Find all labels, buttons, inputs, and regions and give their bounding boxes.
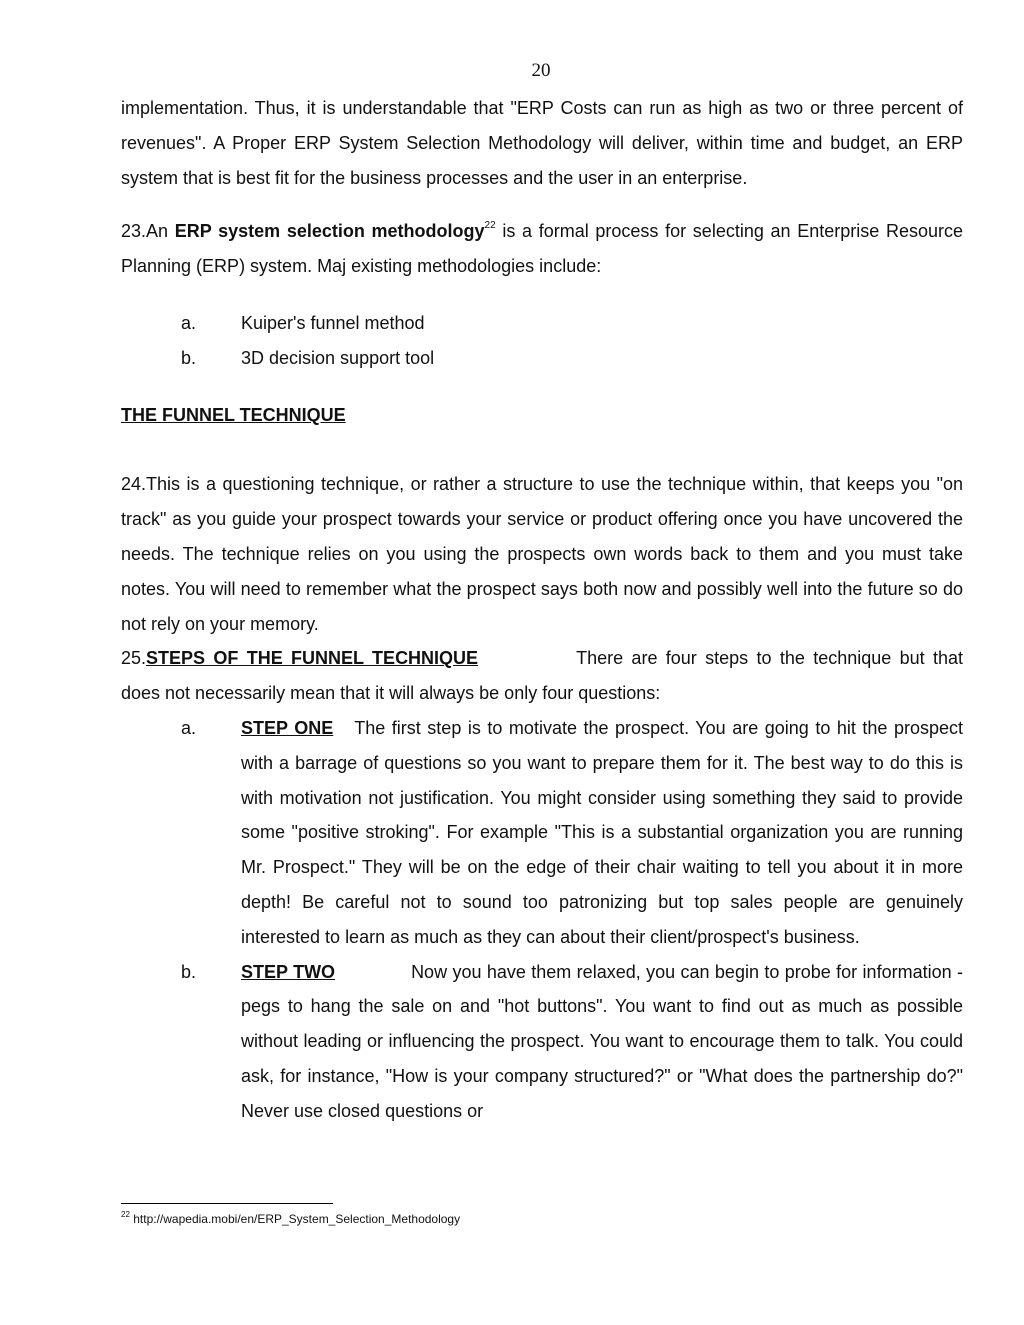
paragraph-23-prefix: 23.An xyxy=(121,221,175,242)
step-text: The first step is to motivate the prospect. You are going to hit the prospect with a barrage of questions so you want to prepare them for it. The best way to do this is with motivation not justification. You might consider using something they said to provide some "positive stroking". For example "This is a substantial organization you are running Mr. Prospect." They will be on the edge of their chair waiting to tell you about it in more depth! Be careful not to sound too patronizing but top sales people are genuinely interested to learn as much as they can about their client/prospect's business. xyxy=(241,717,963,947)
step-item xyxy=(121,955,963,1129)
list-letter: a. xyxy=(181,312,197,333)
paragraph-25 xyxy=(121,641,963,711)
footnote-url[interactable]: http://wapedia.mobi/en/ERP_System_Selection_Methodology xyxy=(133,1212,461,1226)
footnote-number: 22 xyxy=(121,1210,130,1219)
list-letter: b. xyxy=(181,347,197,368)
list-item xyxy=(121,341,963,376)
footnote-reference[interactable]: 22 xyxy=(484,220,496,232)
footnote-divider xyxy=(121,1203,333,1204)
steps-heading: STEPS OF THE FUNNEL TECHNIQUE xyxy=(146,648,479,669)
paragraph-23-text: is a formal process for selecting an Enterprise Resource Planning (ERP) system. Maj existing methodologies include: xyxy=(121,221,963,277)
step-title: STEP TWO xyxy=(241,961,336,982)
list-item xyxy=(121,306,963,341)
paragraph-25-text: There are four steps to the technique but that does not necessarily mean that it will always be only four questions: xyxy=(121,648,963,704)
list-item-text: 3D decision support tool xyxy=(241,347,435,368)
step-item xyxy=(121,711,963,955)
step-letter: b. xyxy=(181,961,197,982)
paragraph-25-prefix: 25. xyxy=(121,648,147,669)
page-number: 20 xyxy=(531,60,551,81)
section-heading: THE FUNNEL TECHNIQUE xyxy=(121,404,346,425)
page-body xyxy=(121,91,963,1129)
footnote xyxy=(121,1210,460,1228)
intro-paragraph: implementation. Thus, it is understandable that "ERP Costs can run as high as two or three percent of revenues". A Proper ERP System Selection Methodology will deliver, within time and budget, an ERP system that is best fit for the business processes and the user in an enterprise. xyxy=(121,98,963,188)
erp-methodology-term: ERP system selection methodology xyxy=(174,221,485,242)
step-letter: a. xyxy=(181,717,197,738)
paragraph-23 xyxy=(121,214,963,284)
step-title: STEP ONE xyxy=(241,717,334,738)
step-text: Now you have them relaxed, you can begin to probe for information - pegs to hang the sale on and "hot buttons". You want to find out as much as possible without leading or influencing the prospect. You want to encourage them to talk. You could ask, for instance, "How is your company structured?" or "What does the partnership do?" Never use closed questions or xyxy=(241,961,963,1121)
paragraph-24: 24.This is a questioning technique, or rather a structure to use the technique within, that keeps you "on track" as you guide your prospect towards your service or product offering once you have uncovered the needs. The technique relies on you using the prospects own words back to them and you must take notes. You will need to remember what the prospect says both now and possibly well into the future so do not rely on your memory. xyxy=(121,474,963,634)
list-item-text: Kuiper's funnel method xyxy=(241,312,425,333)
